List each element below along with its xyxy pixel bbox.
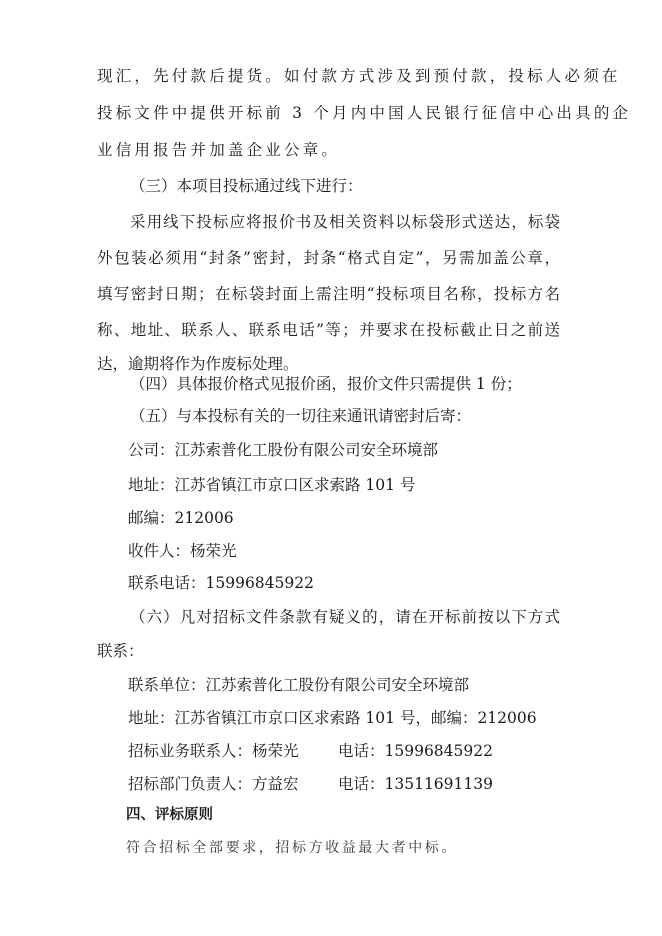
mailing-phone: 联系电话：15996845922 bbox=[128, 574, 314, 592]
dept-head-name: 招标部门负责人：方益宏 bbox=[128, 775, 299, 793]
item-6-line-2: 联系： bbox=[97, 642, 144, 660]
section-4-body: 符合招标全部要求，招标方收益最大者中标。 bbox=[126, 840, 458, 856]
section-4-heading: 四、评标原则 bbox=[126, 807, 213, 823]
payment-paragraph-line-2: 投标文件中提供开标前 3 个月内中国人民银行征信中心出具的企 bbox=[97, 104, 632, 122]
business-contact-phone: 电话：15996845922 bbox=[338, 742, 493, 760]
contact-unit: 联系单位：江苏索普化工股份有限公司安全环境部 bbox=[128, 676, 470, 694]
item-3-title: （三）本项目投标通过线下进行： bbox=[130, 177, 363, 195]
item-5: （五）与本投标有关的一切往来通讯请密封后寄： bbox=[130, 407, 472, 425]
mailing-address: 地址：江苏省镇江市京口区求索路 101 号 bbox=[128, 476, 416, 494]
item-3-body-line-1: 采用线下投标应将报价书及相关资料以标袋形式送达，标袋 bbox=[130, 213, 560, 231]
mailing-company: 公司：江苏索普化工股份有限公司安全环境部 bbox=[128, 441, 439, 459]
item-3-body-line-2: 外包装必须用“封条”密封，封条“格式自定”，另需加盖公章， bbox=[97, 249, 560, 267]
payment-paragraph-line-1: 现汇，先付款后提货。如付款方式涉及到预付款，投标人必须在 bbox=[97, 67, 621, 85]
item-3-body-line-3: 填写密封日期；在标袋封面上需注明“投标项目名称，投标方名 bbox=[97, 285, 560, 303]
dept-head-phone: 电话：13511691139 bbox=[338, 775, 493, 793]
item-6-line-1: （六）凡对招标文件条款有疑义的，请在开标前按以下方式 bbox=[130, 608, 560, 626]
item-3-body-line-4: 称、地址、联系人、联系电话”等；并要求在投标截止日之前送 bbox=[97, 321, 560, 339]
business-contact-name: 招标业务联系人：杨荣光 bbox=[128, 742, 299, 760]
dept-head-row bbox=[128, 774, 493, 794]
mailing-postcode: 邮编：212006 bbox=[128, 509, 234, 527]
contact-address: 地址：江苏省镇江市京口区求索路 101 号，邮编：212006 bbox=[128, 709, 537, 727]
mailing-recipient: 收件人：杨荣光 bbox=[128, 542, 237, 560]
payment-paragraph-line-3: 业信用报告并加盖企业公章。 bbox=[97, 141, 341, 159]
item-4: （四）具体报价格式见报价函，报价文件只需提供 1 份； bbox=[130, 375, 522, 393]
business-contact-row bbox=[128, 741, 493, 761]
item-3-body-line-5: 达，逾期将作为作废标处理。 bbox=[97, 355, 299, 373]
